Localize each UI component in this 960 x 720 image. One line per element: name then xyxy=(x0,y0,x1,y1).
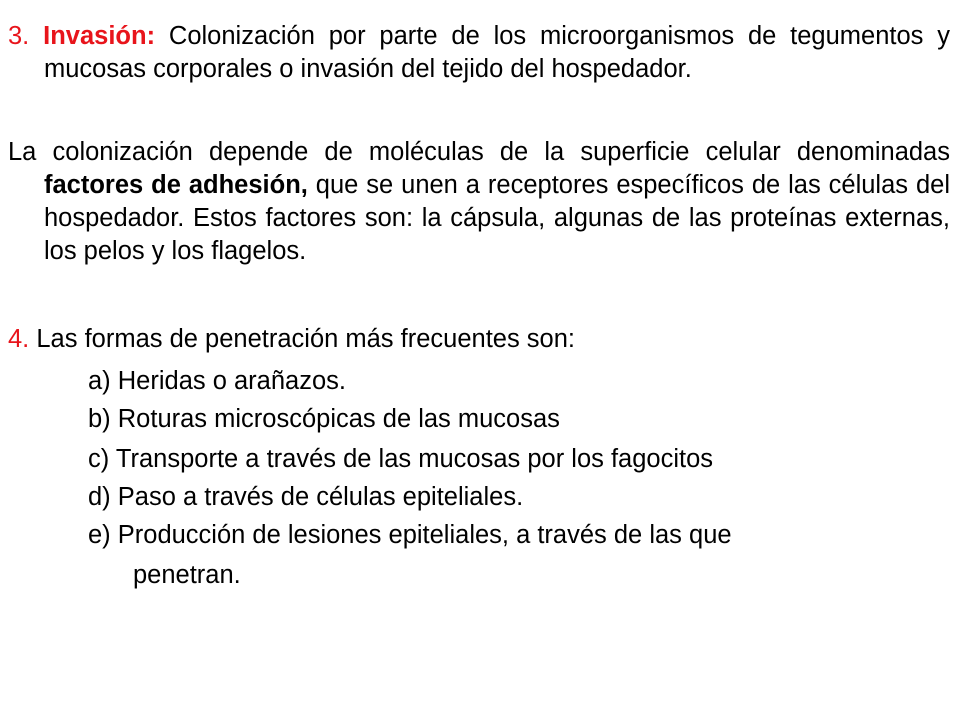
list-item-a: a) Heridas o arañazos. xyxy=(88,367,346,395)
colonization-text-after: que se unen a receptores específicos de las células del hospedador. Estos factores son: la cápsula, algunas de las proteínas externas, los pelos y los flagelos. xyxy=(44,171,950,265)
colonization-text-before: La colonización depende de moléculas de la superficie celular denominadas xyxy=(8,138,950,166)
list-item-c: c) Transporte a través de las mucosas por los fagocitos xyxy=(88,445,714,473)
list-item-e-continuation: penetran. xyxy=(133,561,241,589)
colonization-paragraph xyxy=(8,136,950,268)
list-item-e: e) Producción de lesiones epiteliales, a través de las que xyxy=(88,521,732,549)
section-3-invasion xyxy=(8,20,950,86)
section-3-text: Colonización por parte de los microorganismos de tegumentos y mucosas corporales o invasión del tejido del hospedador. xyxy=(44,22,951,83)
list-item-d: d) Paso a través de células epiteliales. xyxy=(88,483,524,511)
section-4-number: 4. xyxy=(8,325,30,353)
section-4-text: Las formas de penetración más frecuentes son: xyxy=(36,325,576,353)
section-3-term: Invasión: xyxy=(43,22,156,50)
colonization-bold-term: factores de adhesión, xyxy=(44,171,308,199)
section-4-heading xyxy=(8,323,950,356)
section-3-number: 3. xyxy=(8,22,30,50)
list-item-b: b) Roturas microscópicas de las mucosas xyxy=(88,405,560,433)
